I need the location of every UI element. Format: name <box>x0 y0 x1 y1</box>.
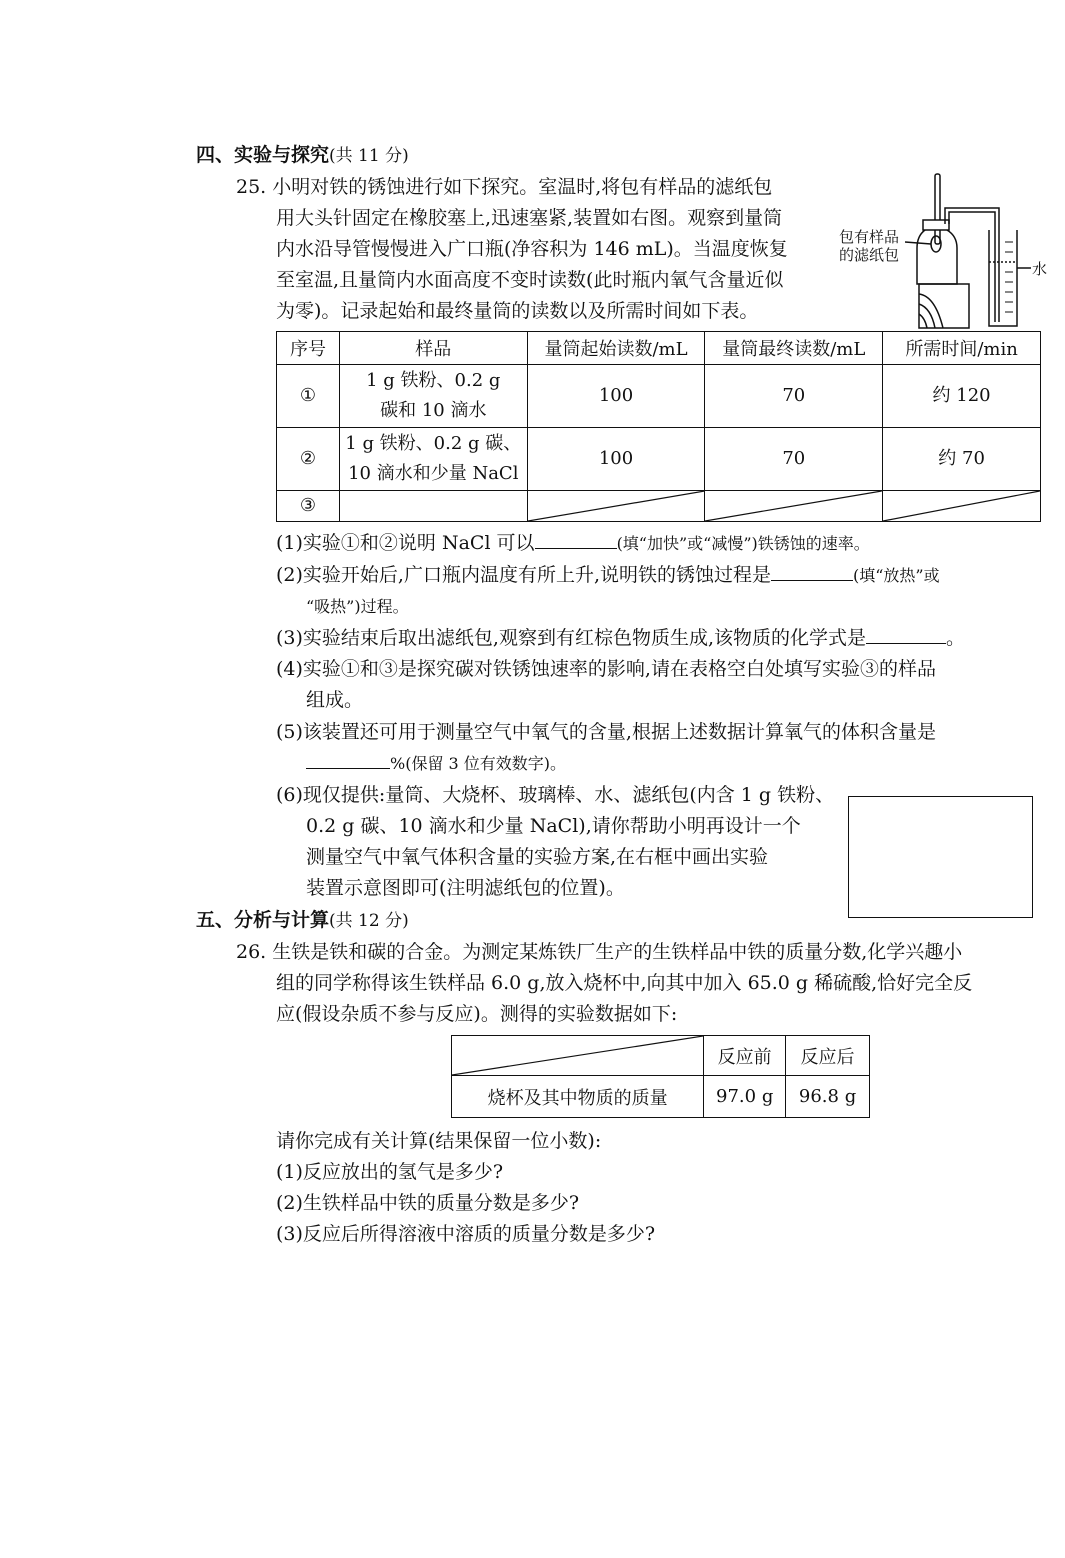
row1-no: ① <box>277 365 340 428</box>
section-4-heading <box>196 142 409 169</box>
table-row <box>277 428 1041 491</box>
q25-sub6-line3: 测量空气中氧气体积含量的实验方案,在右框中画出实验 <box>306 846 769 868</box>
section-4-points: (共 11 分) <box>329 146 409 166</box>
figure-label-water: 水 <box>1032 260 1048 278</box>
section-4-title: 四、实验与探究 <box>196 144 330 166</box>
q25-sub1-post: (填“加快”或“减慢”)铁锈蚀的速率。 <box>616 534 870 553</box>
q25-line-4: 至室温,且量筒内水面高度不变时读数(此时瓶内氧气含量近似 <box>276 269 784 291</box>
q25-sub2 <box>276 562 940 589</box>
q26-sub1: (1)反应放出的氢气是多少? <box>276 1161 504 1183</box>
q25-sub6-line4: 装置示意图即可(注明滤纸包的位置)。 <box>306 877 625 899</box>
row3-no: ③ <box>277 491 340 522</box>
q25-sub5-line1: (5)该装置还可用于测量空气中氧气的含量,根据上述数据计算氧气的体积含量是 <box>276 721 936 743</box>
header-no: 序号 <box>277 332 340 365</box>
q25-sub5-blank[interactable] <box>306 750 390 769</box>
mass-table-col-after: 反应后 <box>786 1036 870 1076</box>
table-row <box>452 1076 870 1118</box>
wood-block-icon <box>919 284 969 328</box>
row3-sample-blank[interactable] <box>339 491 527 522</box>
mass-table-header-row <box>452 1036 870 1076</box>
row3-start-diagonal <box>527 491 705 522</box>
q26-line-1: 26. 生铁是铁和碳的合金。为测定某炼铁厂生产的生铁样品中铁的质量分数,化学兴趣小 <box>236 941 963 963</box>
bottle-icon <box>917 222 957 284</box>
row3-time-diagonal <box>883 491 1041 522</box>
row2-end: 70 <box>705 428 883 491</box>
q26-line-2: 组的同学称得该生铁样品 6.0 g,放入烧杯中,向其中加入 65.0 g 稀硫酸,恰好完全反 <box>276 972 973 994</box>
q25-line-5: 为零)。记录起始和最终量筒的读数以及所需时间如下表。 <box>276 300 759 322</box>
q25-sub1-blank[interactable] <box>535 530 617 549</box>
q25-sub5-line2 <box>306 750 566 777</box>
q25-line-2: 用大头针固定在橡胶塞上,迅速塞紧,装置如右图。观察到量筒 <box>276 207 783 229</box>
q26-sub2: (2)生铁样品中铁的质量分数是多少? <box>276 1192 580 1214</box>
row1-sample <box>339 365 527 428</box>
row2-start: 100 <box>527 428 705 491</box>
row2-no: ② <box>277 428 340 491</box>
q25-sub3-post: 。 <box>946 627 966 649</box>
header-start: 量筒起始读数/mL <box>527 332 705 365</box>
q26-sub3: (3)反应后所得溶液中溶质的质量分数是多少? <box>276 1223 656 1245</box>
apparatus-diagram <box>905 172 1035 332</box>
mass-table-after-value: 96.8 g <box>786 1076 870 1118</box>
drawing-answer-box[interactable] <box>848 796 1033 918</box>
q26-prompt: 请你完成有关计算(结果保留一位小数): <box>276 1130 602 1152</box>
mass-table-before-value: 97.0 g <box>704 1076 786 1118</box>
mass-table <box>451 1035 870 1118</box>
mass-table-col-before: 反应前 <box>704 1036 786 1076</box>
table-row <box>277 365 1041 428</box>
q25-sub4-line2: 组成。 <box>306 689 364 711</box>
q25-sub4-line1: (4)实验①和③是探究碳对铁锈蚀速率的影响,请在表格空白处填写实验③的样品 <box>276 658 936 680</box>
row1-sample-line-2: 碳和 10 滴水 <box>380 400 487 421</box>
row2-time: 约 70 <box>883 428 1041 491</box>
row1-start: 100 <box>527 365 705 428</box>
row2-sample-line-1: 1 g 铁粉、0.2 g 碳、 <box>345 433 522 454</box>
section-5-heading <box>196 907 409 934</box>
row2-sample-line-2: 10 滴水和少量 NaCl <box>348 463 519 484</box>
figure-label-bag-1: 包有样品 <box>839 228 900 246</box>
q25-sub3-blank[interactable] <box>866 625 946 644</box>
header-sample: 样品 <box>339 332 527 365</box>
table-row <box>277 491 1041 522</box>
section-5-points: (共 12 分) <box>329 911 409 931</box>
row3-end-diagonal <box>705 491 883 522</box>
row2-sample <box>339 428 527 491</box>
mass-table-corner-diagonal <box>452 1036 704 1076</box>
q25-sub6-line2: 0.2 g 碳、10 滴水和少量 NaCl),请你帮助小明再设计一个 <box>306 815 801 837</box>
figure-label-bag-2: 的滤纸包 <box>839 246 900 264</box>
q25-sub6-line1: (6)现仅提供:量筒、大烧杯、玻璃棒、水、滤纸包(内含 1 g 铁粉、 <box>276 784 835 806</box>
q25-sub5-post: %(保留 3 位有效数字)。 <box>390 754 567 773</box>
row1-time: 约 120 <box>883 365 1041 428</box>
mass-table-row-label: 烧杯及其中物质的质量 <box>452 1076 704 1118</box>
q25-sub2-pre: (2)实验开始后,广口瓶内温度有所上升,说明铁的锈蚀过程是 <box>276 564 771 586</box>
q25-sub2-post: (填“放热”或 <box>853 566 940 585</box>
table-header-row <box>277 332 1041 365</box>
row1-end: 70 <box>705 365 883 428</box>
q25-sub2-blank[interactable] <box>771 562 853 581</box>
thermometer-icon <box>935 174 940 244</box>
header-end: 量筒最终读数/mL <box>705 332 883 365</box>
section-5-title: 五、分析与计算 <box>196 909 330 931</box>
q25-sub3-pre: (3)实验结束后取出滤纸包,观察到有红棕色物质生成,该物质的化学式是 <box>276 627 866 649</box>
q25-sub1-pre: (1)实验①和②说明 NaCl 可以 <box>276 532 535 554</box>
experiment-table <box>276 331 1041 522</box>
q25-line-3: 内水沿导管慢慢进入广口瓶(净容积为 146 mL)。当温度恢复 <box>276 238 788 260</box>
q25-sub2-line2: “吸热”)过程。 <box>306 597 409 616</box>
q25-sub1 <box>276 530 870 557</box>
q26-line-3: 应(假设杂质不参与反应)。测得的实验数据如下: <box>276 1003 678 1025</box>
q25-line-1: 25. 小明对铁的锈蚀进行如下探究。室温时,将包有样品的滤纸包 <box>236 176 773 198</box>
q25-sub3 <box>276 625 965 651</box>
header-time: 所需时间/min <box>883 332 1041 365</box>
row1-sample-line-1: 1 g 铁粉、0.2 g <box>366 370 501 391</box>
